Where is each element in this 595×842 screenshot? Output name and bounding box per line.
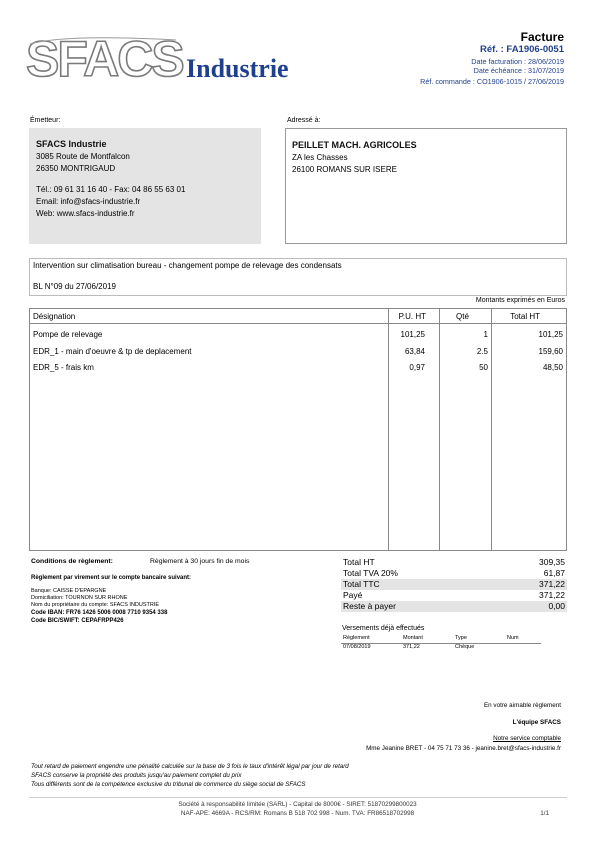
items-table (29, 308, 567, 551)
bank-domiciliation: Domiciliation: TOURNON SUR RHONE (31, 595, 128, 601)
delivery-note: BL N°09 du 27/06/2019 (33, 282, 116, 291)
recipient-address1: ZA les Chasses (292, 153, 348, 162)
date-echeance: Date échéance : 31/07/2019 (473, 66, 564, 75)
legal-line-2: SFACS conserve la propriété des produits jusqu'au paiement complet du prix (31, 772, 242, 779)
row-2-pu: 63,84 (404, 347, 425, 356)
total-tva-label: Total TVA 20% (343, 568, 398, 578)
recipient-box (285, 128, 567, 244)
emitter-address2: 26350 MONTRIGAUD (36, 164, 116, 173)
logo-brand: SFACS (26, 32, 183, 87)
closing-team: L'équipe SFACS (512, 719, 561, 726)
remaining-value: 0,00 (548, 601, 565, 611)
row-3-designation: EDR_5 - frais km (33, 363, 94, 372)
invoice-reference: Réf. : FA1906-0051 (480, 44, 564, 55)
paid-label: Payé (343, 590, 363, 600)
emitter-phone: Tél.: 09 61 31 16 40 - Fax: 04 86 55 63 01 (36, 185, 186, 194)
payment-row (341, 644, 541, 652)
paid-value: 371,22 (539, 590, 565, 600)
row-3-qty: 50 (479, 363, 488, 372)
total-ht-row (341, 557, 567, 568)
paid-row (341, 590, 567, 601)
closing-greeting: En votre aimable règlement (483, 702, 561, 709)
header-total: Total HT (510, 312, 540, 321)
footer-line-1: Société à responsabilité limitée (SARL) - Capital de 8000€ - SIRET: 51870299800023 (178, 801, 417, 808)
row-3-total: 48,50 (542, 363, 563, 372)
header-designation: Désignation (33, 312, 76, 321)
row-2-designation: EDR_1 - main d'oeuvre & tp de deplacement (33, 347, 192, 356)
bic: Code BIC/SWIFT: CEPAFRPP426 (31, 618, 124, 624)
emitter-label: Émetteur: (30, 117, 61, 124)
legal-line-1: Tout retard de paiement engendre une pénalité calculée sur la base de 3 fois le taux d'intérêt légal par jour de retard (31, 763, 349, 770)
document-title: Facture (520, 30, 564, 44)
recipient-label: Adressé à: (287, 117, 321, 124)
payment-date: 07/08/2019 (343, 644, 371, 650)
closing-service: Notre service comptable (493, 735, 561, 742)
row-1-total: 101,25 (538, 330, 563, 339)
row-1-designation: Pompe de relevage (33, 330, 103, 339)
payments-header (341, 635, 541, 644)
row-1-qty: 1 (483, 330, 488, 339)
table-header (30, 309, 566, 324)
row-1-pu: 101,25 (400, 330, 425, 339)
remaining-row (341, 601, 567, 612)
payment-amount: 371,22 (403, 644, 420, 650)
footer-divider (29, 797, 567, 798)
company-logo (26, 32, 326, 92)
emitter-box (29, 128, 261, 244)
total-ht-value: 309,35 (539, 557, 565, 567)
date-facturation: Date facturation : 28/06/2019 (471, 57, 564, 66)
row-3-pu: 0,97 (409, 363, 425, 372)
intervention-box (29, 258, 567, 296)
legal-line-3: Tous différents sont de la compétence exclusive du tribunal de commerce du siège social de SFACS (31, 781, 306, 788)
recipient-name: PEILLET MACH. AGRICOLES (292, 140, 417, 150)
emitter-web: Web: www.sfacs-industrie.fr (36, 209, 135, 218)
header-pu: P.U. HT (398, 312, 426, 321)
recipient-address2: 26100 ROMANS SUR ISERE (292, 165, 397, 174)
payments-label: Versements déjà effectués (342, 625, 425, 632)
emitter-name: SFACS Industrie (36, 139, 107, 149)
bank-name: Banque: CAISSE D'EPARGNE (31, 588, 107, 594)
closing-contact: Mme Jeanine BRET - 04 75 71 73 36 - jeanine.bret@sfacs-industrie.fr (366, 745, 561, 752)
payments-header-type: Type (455, 635, 467, 641)
emitter-email: Email: info@sfacs-industrie.fr (36, 197, 141, 206)
ref-commande: Réf. commande : CO1906-1015 / 27/06/2019 (420, 77, 564, 86)
emitter-address1: 3085 Route de Montfalcon (36, 152, 130, 161)
account-owner: Nom du propriétaire du compte: SFACS INDUSTRIE (31, 602, 160, 608)
intervention-text: Intervention sur climatisation bureau - changement pompe de relevage des condensats (33, 261, 342, 270)
remaining-label: Reste à payer (343, 601, 396, 611)
footer-line-2: NAF-APE: 4669A - RCS/RM: Romans B 518 702 998 - Num. TVA: FR86518702998 (180, 810, 415, 817)
logo-sub: Industrie (186, 54, 289, 83)
conditions-label: Conditions de règlement: (31, 558, 113, 565)
header-qty: Qté (456, 312, 469, 321)
row-2-qty: 2.5 (476, 347, 488, 356)
total-ttc-value: 371,22 (539, 579, 565, 589)
total-ttc-label: Total TTC (343, 579, 380, 589)
total-tva-row (341, 568, 567, 579)
payments-header-reglement: Règlement (343, 635, 370, 641)
total-tva-value: 61,87 (543, 568, 565, 578)
iban: Code IBAN: FR76 1426 5006 0008 7710 9354 338 (31, 610, 168, 616)
row-2-total: 159,60 (538, 347, 563, 356)
conditions-value: Règlement à 30 jours fin de mois (150, 558, 250, 565)
bank-transfer-label: Règlement par virement sur le compte bancaire suivant: (31, 575, 192, 581)
currency-note: Montants exprimés en Euros (475, 297, 565, 304)
total-ttc-row (341, 579, 567, 590)
payment-type: Chèque (455, 644, 475, 650)
payments-header-montant: Montant (403, 635, 423, 641)
payments-header-num: Num (507, 635, 519, 641)
total-ht-label: Total HT (343, 557, 375, 567)
page-number: 1/1 (540, 810, 549, 817)
